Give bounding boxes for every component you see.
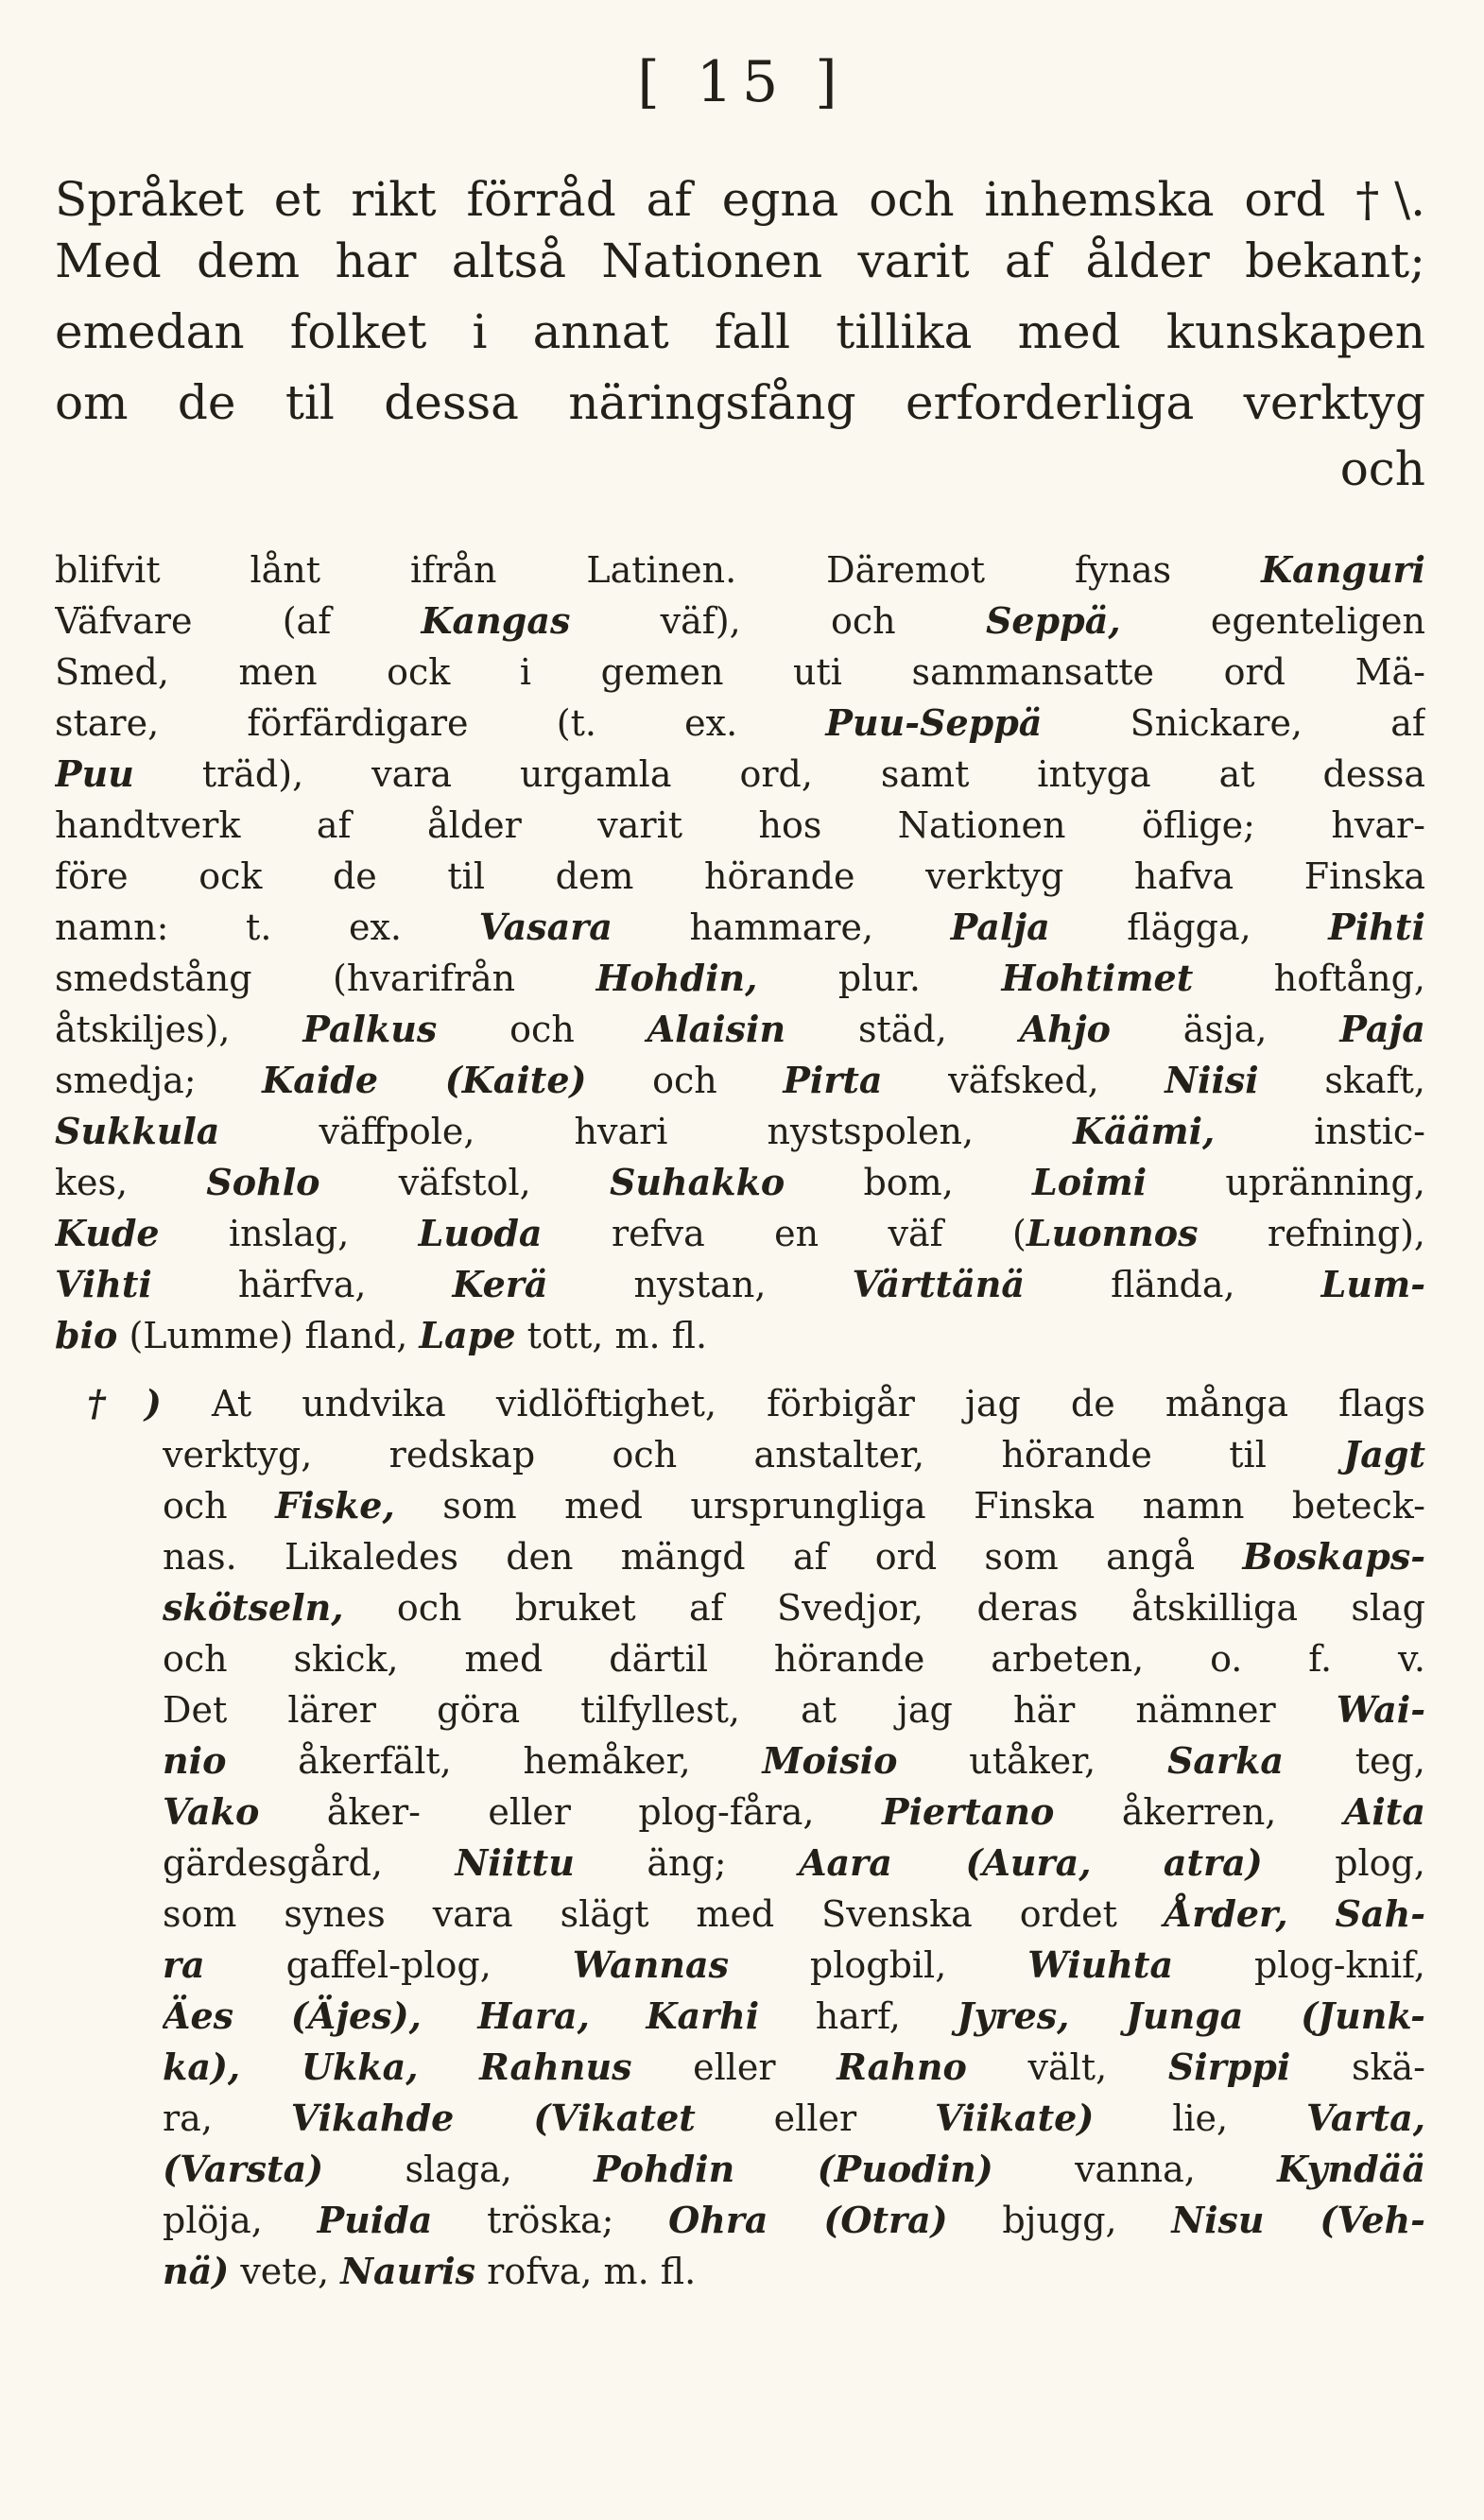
footnote-line: skötseln, och bruket af Svedjor, deras åtskilliga slag (163, 1586, 1425, 1629)
text-line: Sukkula väffpole, hvari nystspolen, Käämi, instic- (55, 1110, 1425, 1152)
catchword: och (1339, 441, 1425, 496)
footnote-line: nä) vete, Nauris rofva, m. fl. (163, 2250, 697, 2292)
footnote-line: nas. Likaledes den mängd af ord som angå Boskaps- (163, 1535, 1425, 1578)
text-line: bio (Lumme) fland, Lape tott, m. fl. (55, 1314, 708, 1356)
footnote-line: †) At undvika vidlöftighet, förbigår jag de många flags (87, 1382, 1425, 1424)
footnote-line: ra, Vikahde (Vikatet eller Viikate) lie, Varta, (163, 2097, 1425, 2139)
text-line: kes, Sohlo väfstol, Suhakko bom, Loimi upränning, (55, 1161, 1425, 1203)
footnote-line: plöja, Puida tröska; Ohra (Otra) bjugg, Nisu (Veh- (163, 2199, 1425, 2241)
text-line: smedstång (hvarifrån Hohdin, plur. Hohtimet hoftång, (55, 957, 1425, 999)
text-line: handtverk af ålder varit hos Nationen öflige; hvar- (55, 804, 1425, 846)
text-line: blifvit lånt ifrån Latinen. Däremot fynas Kanguri (55, 548, 1425, 591)
text-line: Vihti härfva, Kerä nystan, Värttänä flända, Lum- (55, 1263, 1425, 1305)
text-line: stare, förfärdigare (t. ex. Puu-Seppä Snickare, af (55, 701, 1425, 744)
footnote-line: och skick, med därtil hörande arbeten, o. f. v. (163, 1638, 1425, 1680)
footnote-line: nio åkerfält, hemåker, Moisio utåker, Sarka teg, (163, 1739, 1425, 1782)
text-line: Puu träd), vara urgamla ord, samt intyga at dessa (55, 752, 1425, 795)
text-line: namn: t. ex. Vasara hammare, Palja flägga, Pihti (55, 906, 1425, 948)
footnote-line: och Fiske, som med ursprungliga Finska namn beteck- (163, 1484, 1425, 1527)
footnote-line: ra gaffel-plog, Wannas plogbil, Wiuhta plog-knif, (163, 1943, 1425, 1986)
text-line: Väfvare (af Kangas väf), och Seppä, egenteligen (55, 599, 1425, 642)
footnote-marker: †) (87, 1382, 162, 1424)
text-line: Språket et rikt förråd af egna och inhemska ord †\. (55, 172, 1425, 227)
text-line: emedan folket i annat fall tillika med kunskapen (55, 304, 1425, 359)
text-line: Smed, men ock i gemen uti sammansatte ord Mä- (55, 651, 1425, 693)
page-number: [ 15 ] (637, 49, 847, 115)
text-line: Med dem har altså Nationen varit af ålder bekant; (55, 233, 1425, 288)
text-line: åtskiljes), Palkus och Alaisin städ, Ahjo äsja, Paja (55, 1008, 1425, 1050)
text-line: före ock de til dem hörande verktyg hafva Finska (55, 855, 1425, 897)
footnote-line: gärdesgård, Niittu äng; Aara (Aura, atra) plog, (163, 1841, 1425, 1884)
footnote-line: Vako åker- eller plog-fåra, Piertano åkerren, Aita (163, 1790, 1425, 1833)
footnote-line: som synes vara slägt med Svenska ordet Årder, Sah- (163, 1892, 1425, 1935)
footnote-line: ka), Ukka, Rahnus eller Rahno vält, Sirppi skä- (163, 2045, 1425, 2088)
text-line: Kude inslag, Luoda refva en väf (Luonnos refning), (55, 1212, 1425, 1254)
text-line: smedja; Kaide (Kaite) och Pirta väfsked, Niisi skaft, (55, 1059, 1425, 1101)
text-line: om de til dessa näringsfång erforderliga verktyg (55, 375, 1425, 430)
footnote-line: Det lärer göra tilfyllest, at jag här nämner Wai- (163, 1688, 1425, 1731)
footnote-line: Äes (Äjes), Hara, Karhi harf, Jyres, Junga (Junk- (163, 1994, 1425, 2037)
footnote-line: verktyg, redskap och anstalter, hörande til Jagt (163, 1433, 1425, 1476)
footnote-line: (Varsta) slaga, Pohdin (Puodin) vanna, Kyndää (163, 2148, 1425, 2190)
